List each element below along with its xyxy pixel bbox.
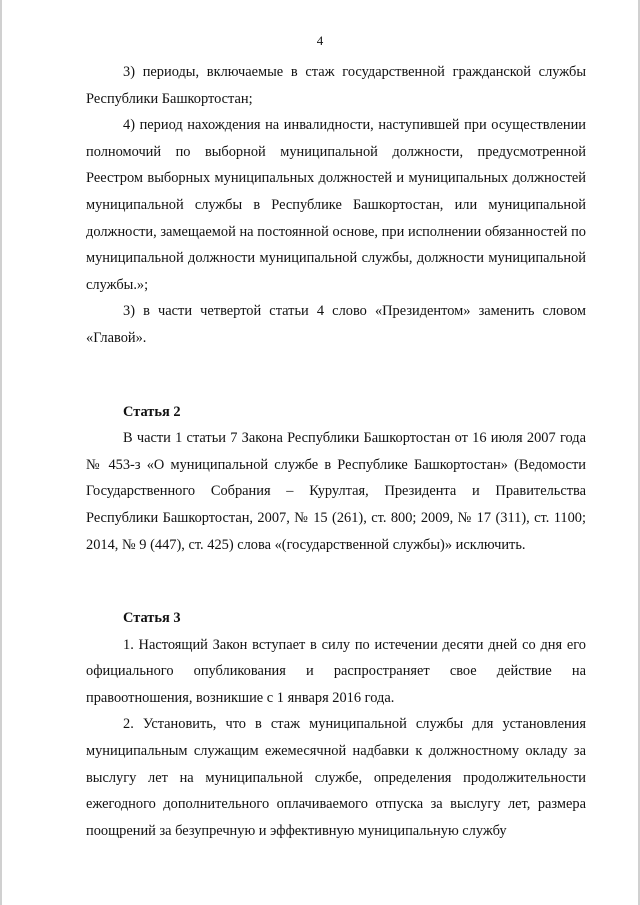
page-number: 4	[316, 33, 324, 48]
article-2-heading: Статья 2	[123, 403, 181, 420]
article-3-paragraph-2: 2. Установить, что в стаж муниципальной службы для установления муниципальным служащим ежемесячной надбавки к должностному окладу за выслугу лет на муниципальной службе, определения продолжительности ежегодного дополнительного оплачиваемого отпуска за выслугу лет, размера поощрений за безупречную и эффективную муниципальную службу	[86, 716, 586, 839]
paragraph-amendment-article-4: 3) в части четвертой статьи 4 слово «Президентом» заменить словом «Главой».	[86, 303, 586, 346]
article-3-heading: Статья 3	[123, 610, 181, 627]
section-spacer	[86, 352, 586, 399]
paragraph-item-3-civil-service: 3) периоды, включаемые в стаж государственной гражданской службы Республики Башкортостан;	[86, 64, 586, 107]
article-3-paragraph-1: 1. Настоящий Закон вступает в силу по истечении десяти дней со дня его официального опубликования и распространяет свое действие на правоотношения, возникшие с 1 января 2016 года.	[86, 636, 586, 706]
article-2-text: В части 1 статьи 7 Закона Республики Башкортостан от 16 июля 2007 года № 453-з «О муниципальной службе в Республике Башкортостан» (Ведомости Государственного Собрания – Курултая, Президента и Правительства Республики Башкортостан, 2007, № 15 (261), ст. 800; 2009, № 17 (311), ст. 1100; 2014, № 9 (447), ст. 425) слова «(государственной службы)» исключить.	[86, 430, 586, 553]
paragraph-item-4-disability: 4) период нахождения на инвалидности, наступившей при осуществлении полномочий по выборной муниципальной должности, предусмотренной Реестром выборных муниципальных должностей и муниципальных должностей муниципальной службы в Республике Башкортостан, или муниципальной должности, замещаемой на постоянной основе, при исполнении обязанностей по муниципальной должности муниципальной службы, должности муниципальной службы.»;	[86, 117, 586, 293]
document-body	[86, 59, 586, 844]
page-edge-left	[0, 0, 2, 905]
section-spacer	[86, 558, 586, 605]
